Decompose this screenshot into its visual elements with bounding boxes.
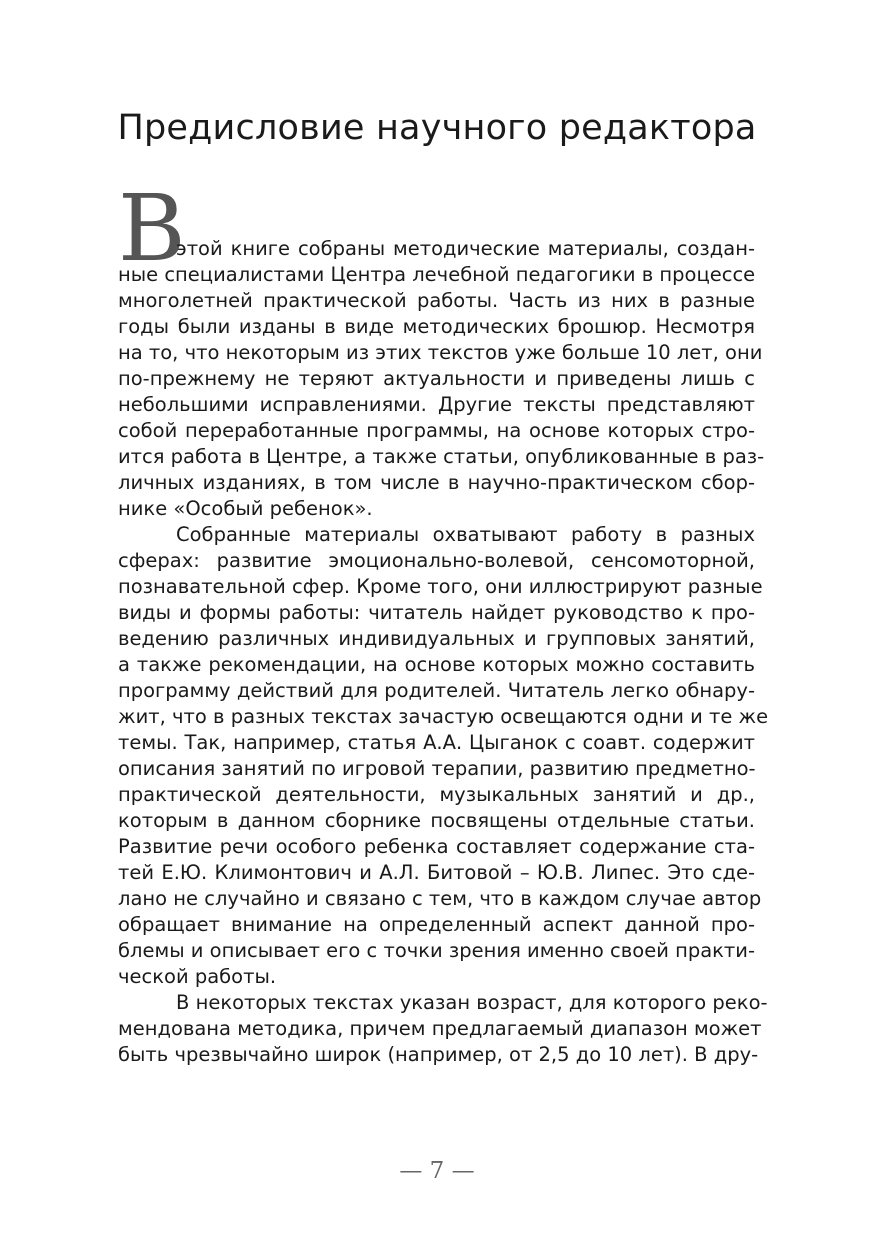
text-line: тей Е.Ю. Климонтович и А.Л. Битовой – Ю.В. Липес. Это сде- xyxy=(118,861,755,884)
text-line: лано не случайно и связано с тем, что в каждом случае автор xyxy=(118,887,762,910)
text-line: мендована методика, причем предлагаемый диапазон может xyxy=(118,1017,762,1040)
text-line: собой переработанные программы, на основе которых стро- xyxy=(118,419,755,442)
text-line: практической деятельности, музыкальных занятий и др., xyxy=(118,783,755,806)
text-line: обращает внимание на определенный аспект данной про- xyxy=(118,913,755,936)
text-line: ится работа в Центре, а также статьи, опубликованные в раз- xyxy=(118,445,765,468)
text-line: ведению различных индивидуальных и групповых занятий, xyxy=(118,627,755,650)
text-line: этой книге собраны методические материалы, создан- xyxy=(176,237,755,260)
page-number: — 7 — xyxy=(399,1158,475,1184)
text-line: ные специалистами Центра лечебной педагогики в процессе xyxy=(118,263,756,286)
text-line: описания занятий по игровой терапии, развитию предметно- xyxy=(118,757,756,780)
text-line: многолетней практической работы. Часть из них в разные xyxy=(118,289,755,312)
text-line: виды и формы работы: читатель найдет руководство к про- xyxy=(118,601,755,624)
text-line: темы. Так, например, статья А.А. Цыганок с соавт. содержит xyxy=(118,731,755,754)
text-line: быть чрезвычайно широк (например, от 2,5 до 10 лет). В дру- xyxy=(118,1043,759,1066)
text-line: блемы и описывает его с точки зрения именно своей практи- xyxy=(118,939,755,962)
text-line: познавательной сфер. Кроме того, они иллюстрируют разные xyxy=(118,575,763,598)
text-line: по-прежнему не теряют актуальности и приведены лишь с xyxy=(118,367,755,390)
text-line: жит, что в разных текстах зачастую освещаются одни и те же xyxy=(118,705,769,728)
drop-cap-letter: В xyxy=(118,175,186,282)
text-line: ческой работы. xyxy=(118,965,277,988)
text-line: которым в данном сборнике посвящены отдельные статьи. xyxy=(118,809,755,832)
text-line: небольшими исправлениями. Другие тексты представляют xyxy=(118,393,755,416)
text-line: В некоторых текстах указан возраст, для которого реко- xyxy=(176,991,768,1014)
text-line: Собранные материалы охватывают работу в разных xyxy=(176,523,755,546)
text-line: нике «Особый ребенок». xyxy=(118,497,373,520)
text-line: а также рекомендации, на основе которых можно составить xyxy=(118,653,755,676)
text-line: программу действий для родителей. Читатель легко обнару- xyxy=(118,679,755,702)
text-line: на то, что некоторым из этих текстов уже больше 10 лет, они xyxy=(118,341,763,364)
text-line: личных изданиях, в том числе в научно-практическом сбор- xyxy=(118,471,755,494)
text-line: Развитие речи особого ребенка составляет содержание ста- xyxy=(118,835,755,858)
text-line: сферах: развитие эмоционально-волевой, сенсомоторной, xyxy=(118,549,755,572)
text-line: годы были изданы в виде методических брошюр. Несмотря xyxy=(118,315,755,338)
page-title: Предисловие научного редактора xyxy=(117,108,757,148)
